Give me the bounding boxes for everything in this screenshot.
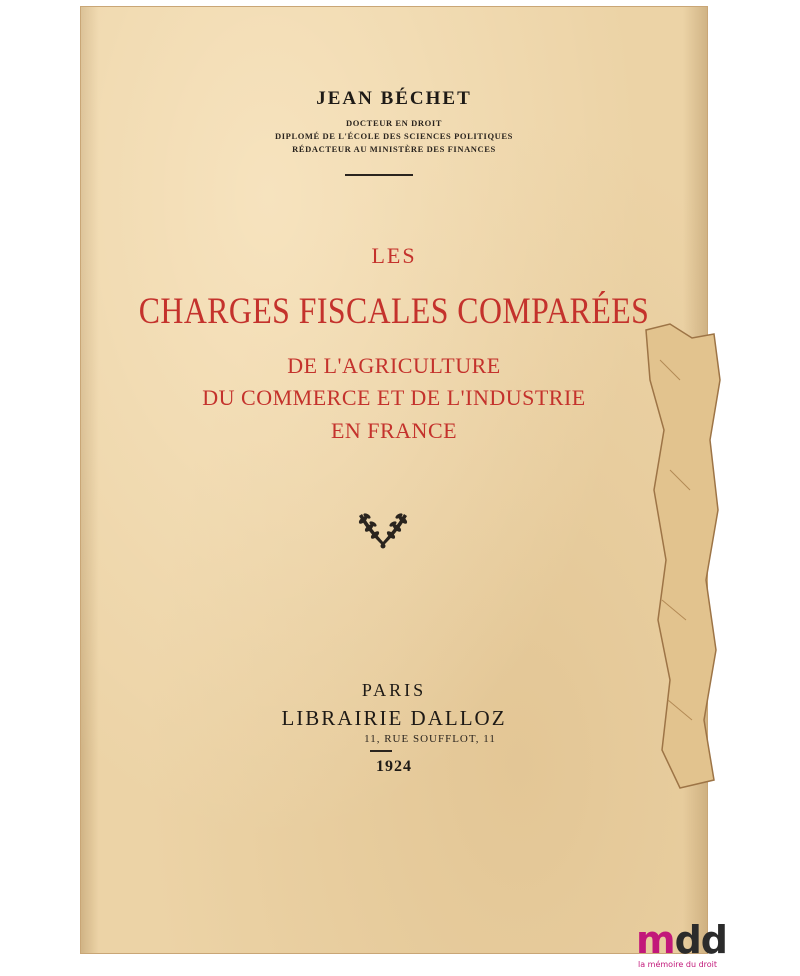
subtitle-line: EN FRANCE — [330, 418, 458, 443]
subtitle-line: DU COMMERCE ET DE L'INDUSTRIE — [202, 385, 586, 410]
title-article: LES — [371, 243, 417, 268]
logo-m: m — [636, 918, 675, 962]
logo-dd: dd — [674, 918, 728, 962]
book-title: CHARGES FISCALES COMPARÉES — [138, 291, 650, 332]
author-credential: RÉDACTEUR AU MINISTÈRE DES FINANCES — [292, 144, 496, 154]
publication-year: 1924 — [376, 758, 412, 775]
author-name: JEAN BÉCHET — [316, 88, 472, 109]
publisher-name: LIBRAIRIE DALLOZ — [281, 706, 507, 730]
divider-rule — [370, 750, 392, 752]
logo-tagline: la mémoire du droit — [638, 960, 718, 969]
publication-city: PARIS — [361, 680, 427, 700]
logo-mark — [636, 920, 727, 960]
subtitle-line: DE L'AGRICULTURE — [287, 353, 501, 378]
author-credential: DOCTEUR EN DROIT — [345, 118, 443, 128]
divider-rule — [345, 174, 413, 176]
publisher-address: 11, RUE SOUFFLOT, 11 — [364, 733, 496, 745]
laurel-branch-icon — [355, 508, 411, 550]
author-credential: DIPLOMÉ DE L'ÉCOLE DES SCIENCES POLITIQUES — [275, 131, 513, 141]
watermark-logo — [636, 920, 796, 976]
